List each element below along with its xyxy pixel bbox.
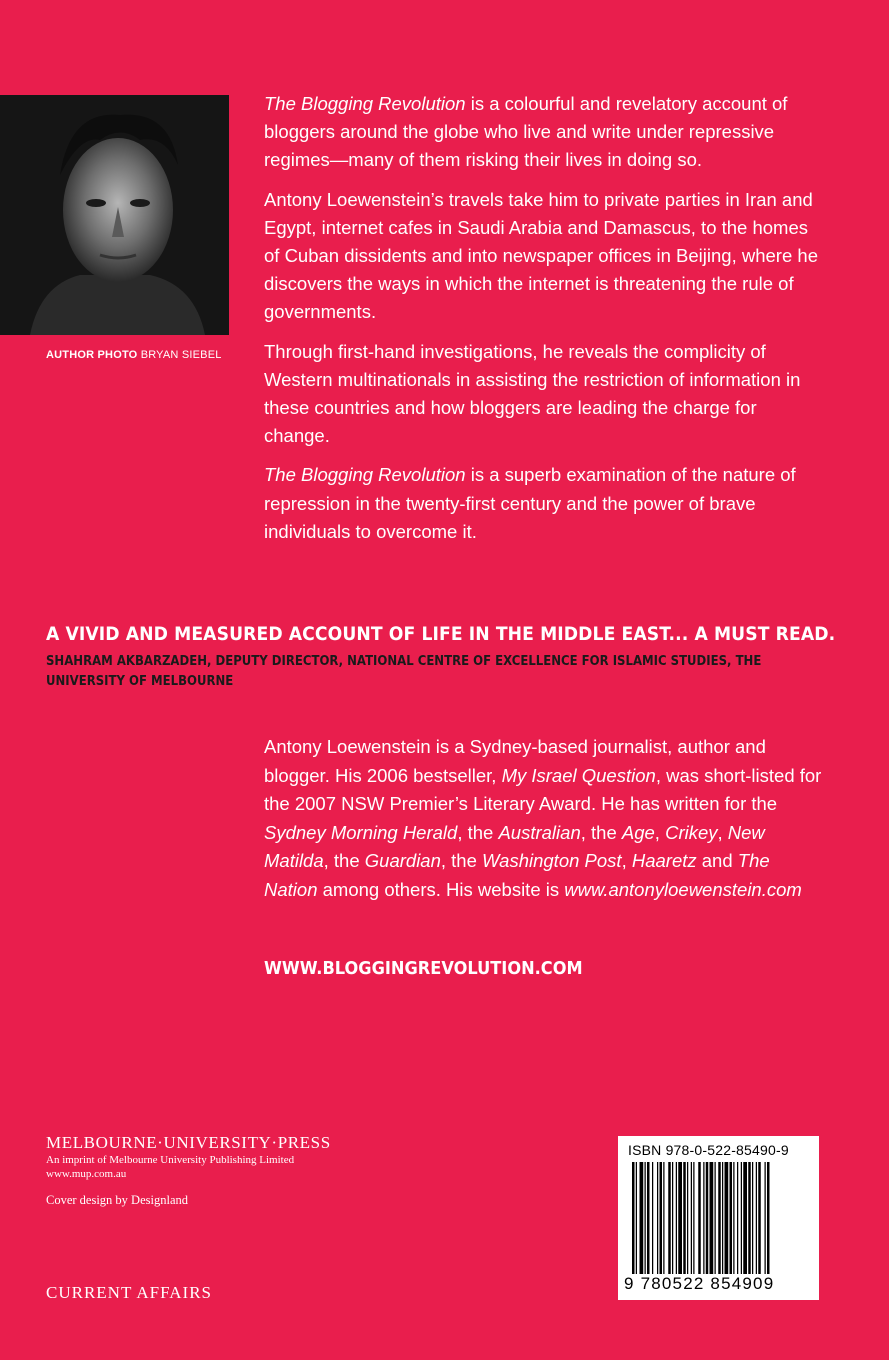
photo-credit-name: BRYAN SIEBEL <box>140 349 222 361</box>
quote-text: A VIVID AND MEASURED ACCOUNT OF LIFE IN THE MIDDLE EAST... A MUST READ. <box>46 624 836 645</box>
barcode-bar <box>636 1162 637 1274</box>
isbn-barcode <box>618 1136 819 1300</box>
bio-text: and <box>696 850 738 871</box>
barcode-bar <box>743 1162 747 1274</box>
barcode-bar <box>748 1162 751 1274</box>
barcode-bar <box>767 1162 770 1274</box>
barcode-bar <box>668 1162 671 1274</box>
barcode-bar <box>663 1162 664 1274</box>
review-quote <box>46 624 846 692</box>
bio-text: Antony Loewenstein is a Sydney-based journalist, author and blogger. His 2006 bestseller, <box>264 736 766 786</box>
author-bio <box>264 733 824 904</box>
barcode-bar <box>741 1162 742 1274</box>
barcode-bar <box>657 1162 658 1274</box>
barcode-bar <box>693 1162 694 1274</box>
barcode-bar <box>758 1162 761 1274</box>
barcode-bar <box>733 1162 734 1274</box>
barcode-bar <box>710 1162 714 1274</box>
barcode-bar <box>718 1162 721 1274</box>
bio-publication: Sydney Morning Herald <box>264 821 458 843</box>
photo-credit <box>46 349 222 361</box>
blurb-paragraph-2: Antony Loewenstein’s travels take him to private parties in Iran and Egypt, internet cafes in Saudi Arabia and Damascus, to the homes of Cuban dissidents and into newspaper offices in Beijing, where he discovers the ways in which the internet is threatening the rule of governments. <box>264 188 818 323</box>
barcode-bar <box>730 1162 733 1274</box>
barcode-bar <box>678 1162 682 1274</box>
bio-text: , the <box>457 821 499 843</box>
bio-text: among others. His website is <box>317 878 565 900</box>
cover-design-credit: Cover design by Designland <box>46 1193 188 1207</box>
photo-credit-label: AUTHOR PHOTO <box>46 349 138 361</box>
bio-publication: Washington Post <box>482 850 622 871</box>
barcode-bar <box>652 1162 653 1274</box>
author-portrait-image <box>0 95 229 335</box>
blurb-paragraph-3: Through first-hand investigations, he reveals the complicity of Western multinationals in assisting the restriction of information in these countries and how bloggers are leading the charge for change. <box>264 340 801 447</box>
barcode-bar <box>687 1162 688 1274</box>
blurb-text: is a colourful and revelatory account of bloggers around the globe who live and write under repressive regimes—many of them risking their lives in doing so. <box>264 93 788 171</box>
barcode-bar <box>632 1162 635 1274</box>
barcode-bar <box>703 1162 704 1274</box>
publisher-block <box>46 1133 331 1208</box>
barcode-bar <box>765 1162 766 1274</box>
blurb-paragraph-1 <box>264 90 824 175</box>
bio-text: , the <box>323 850 365 871</box>
publisher-name: MELBOURNE·UNIVERSITY·PRESS <box>46 1133 331 1152</box>
barcode-bars <box>632 1162 812 1274</box>
barcode-bar <box>691 1162 692 1274</box>
blurb-paragraph-4 <box>264 461 824 546</box>
publisher-url[interactable]: www.mup.com.au <box>46 1168 127 1180</box>
barcode-bar <box>722 1162 723 1274</box>
author-photo <box>0 95 229 335</box>
barcode-bar <box>645 1162 646 1274</box>
barcode-bar <box>660 1162 663 1274</box>
quote-attribution: SHAHRAM AKBARZADEH, DEPUTY DIRECTOR, NATIONAL CENTRE OF EXCELLENCE FOR ISLAMIC STUDIES, THE UNIVERSITY OF MELBOURNE <box>46 654 762 689</box>
blurb-text: is a superb examination of the nature of repression in the twenty-first century and the power of brave individuals to overcome it. <box>264 464 796 542</box>
bio-book-title: My Israel Question <box>501 764 656 786</box>
bio-publication: Age <box>621 821 655 843</box>
barcode-bar <box>706 1162 709 1274</box>
bio-publication: Haaretz <box>631 850 697 871</box>
barcode-bar <box>698 1162 701 1274</box>
bio-text: , the <box>440 850 483 871</box>
author-website-link[interactable]: www.antonyloewenstein.com <box>564 878 802 900</box>
bio-text: , <box>621 850 632 871</box>
bio-text: , <box>717 821 728 843</box>
book-title-italic: The Blogging Revolution <box>264 93 466 114</box>
barcode-bar <box>725 1162 729 1274</box>
bio-publication: Crikey <box>665 821 718 843</box>
bio-text: , <box>654 821 666 843</box>
barcode-bar <box>752 1162 753 1274</box>
book-description <box>264 90 824 557</box>
book-title-italic: The Blogging Revolution <box>264 464 466 486</box>
barcode-digits: 9 780522 854909 <box>624 1274 775 1293</box>
barcode-bar <box>640 1162 644 1274</box>
publisher-imprint: An imprint of Melbourne University Publishing Limited <box>46 1154 295 1166</box>
barcode-bar <box>715 1162 716 1274</box>
book-website-link[interactable]: WWW.BLOGGINGREVOLUTION.COM <box>264 958 583 979</box>
bio-publication: The Nation <box>264 850 770 900</box>
barcode-bar <box>756 1162 757 1274</box>
bio-text: , was short-listed for the 2007 NSW Premier’s Literary Award. He has written for the <box>264 764 822 814</box>
barcode-bar <box>647 1162 650 1274</box>
bio-text: , the <box>580 821 622 843</box>
barcode-bar <box>683 1162 686 1274</box>
bio-publication: Guardian <box>364 850 441 871</box>
bio-publication: New Matilda <box>264 821 765 871</box>
barcode-bar <box>737 1162 738 1274</box>
isbn-label: ISBN 978-0-522-85490-9 <box>628 1142 789 1158</box>
bio-publication: Australian <box>498 821 581 843</box>
barcode-bar <box>676 1162 677 1274</box>
barcode-bar <box>672 1162 673 1274</box>
book-category: CURRENT AFFAIRS <box>46 1283 212 1302</box>
